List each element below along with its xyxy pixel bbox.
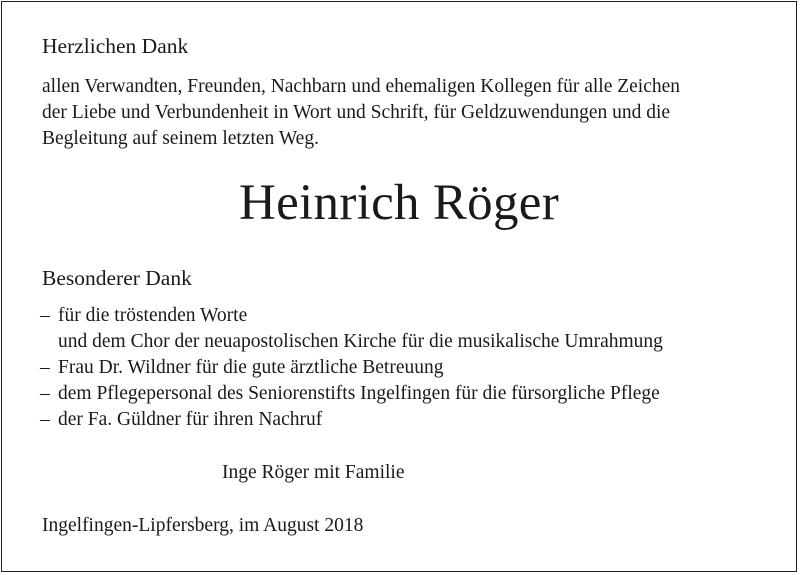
special-item-3-text: dem Pflegepersonal des Seniorenstifts Ingelfingen für die fürsorgliche Pflege — [58, 383, 660, 404]
special-item-4-text: der Fa. Güldner für ihren Nachruf — [58, 409, 323, 430]
special-item-1-continuation — [40, 331, 663, 353]
special-thanks-heading: Besonderer Dank — [42, 266, 192, 290]
signature: Inge Röger mit Familie — [222, 462, 405, 483]
special-item-1 — [40, 305, 247, 327]
special-item-3 — [40, 383, 660, 405]
deceased-name: Heinrich Röger — [238, 175, 559, 231]
special-item-2-text: Frau Dr. Wildner für die gute ärztliche Betreuung — [58, 357, 444, 378]
list-dash: – — [40, 383, 50, 404]
list-dash: – — [40, 305, 50, 326]
special-item-1-text: für die tröstenden Worte — [58, 305, 248, 326]
special-item-4 — [40, 409, 322, 431]
list-dash: – — [40, 409, 50, 430]
list-dash: – — [40, 357, 50, 378]
thanks-heading: Herzlichen Dank — [42, 34, 189, 58]
place-date: Ingelfingen-Lipfersberg, im August 2018 — [42, 515, 364, 536]
special-item-2 — [40, 357, 443, 379]
thanks-line-1: allen Verwandten, Freunden, Nachbarn und ehemaligen Kollegen für alle Zeichen — [42, 76, 681, 97]
special-item-1-continuation-text: und dem Chor der neuapostolischen Kirche für die musikalische Umrahmung — [58, 331, 663, 352]
thanks-line-2: der Liebe und Verbundenheit in Wort und Schrift, für Geldzuwendungen und die — [42, 102, 671, 123]
thanks-line-3: Begleitung auf seinem letzten Weg. — [42, 128, 319, 149]
